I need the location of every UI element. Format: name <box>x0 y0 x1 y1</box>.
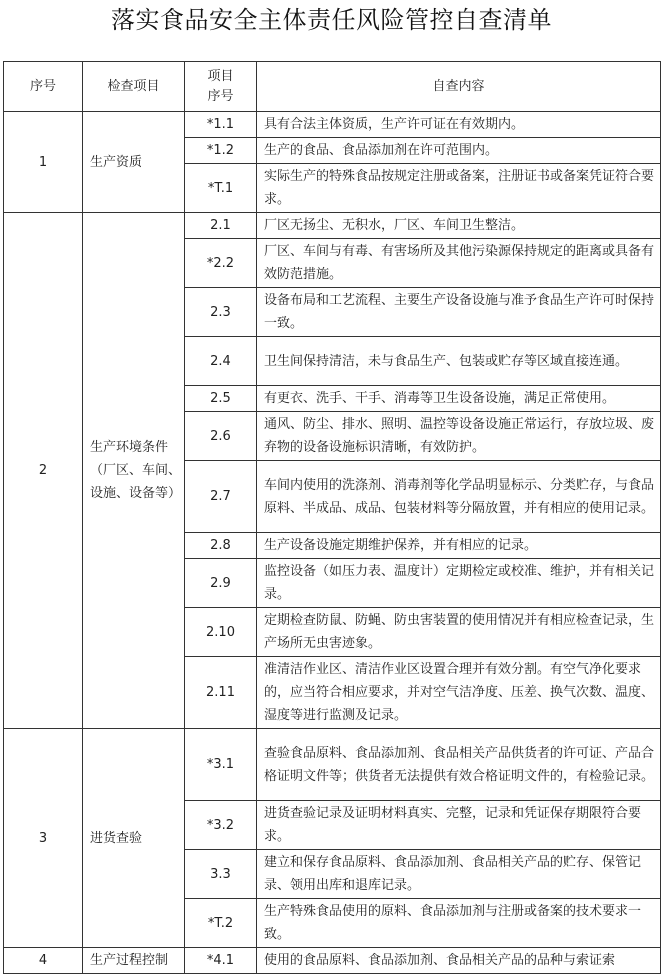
table-row <box>4 948 661 974</box>
row-content: 具有合法主体资质，生产许可证在有效期内。 <box>257 112 661 138</box>
row-content: 有更衣、洗手、干手、消毒等卫生设备设施，满足正常使用。 <box>257 386 661 412</box>
row-code: 2.9 <box>185 559 257 608</box>
row-code: *T.2 <box>185 899 257 948</box>
row-content: 查验食品原料、食品添加剂、食品相关产品供货者的许可证、产品合格证明文件等；供货者无法提供有效合格证明文件的，有检验记录。 <box>257 729 661 801</box>
page-title: 落实食品安全主体责任风险管控自查清单 <box>111 6 552 34</box>
row-code: 2.10 <box>185 608 257 657</box>
row-code: *2.2 <box>185 239 257 288</box>
row-content: 准清洁作业区、清洁作业区设置合理并有效分割。有空气净化要求的，应当符合相应要求，并对空气洁净度、压差、换气次数、温度、湿度等进行监测及记录。 <box>257 657 661 729</box>
row-code: 2.8 <box>185 533 257 559</box>
row-content: 进货查验记录及证明材料真实、完整，记录和凭证保存期限符合要求。 <box>257 801 661 850</box>
group-seq: 3 <box>4 729 83 948</box>
header-subseq <box>185 62 257 112</box>
group-seq: 2 <box>4 213 83 729</box>
header-subseq-line1: 项目 <box>207 68 234 84</box>
header-item: 检查项目 <box>83 62 185 112</box>
table-row <box>4 729 661 801</box>
row-content: 生产的食品、食品添加剂在许可范围内。 <box>257 138 661 164</box>
row-code: 2.3 <box>185 288 257 337</box>
header-row <box>4 62 661 112</box>
row-code: *3.2 <box>185 801 257 850</box>
group-item: 生产资质 <box>83 112 185 213</box>
row-code: 2.4 <box>185 337 257 386</box>
row-content: 生产设备设施定期维护保养，并有相应的记录。 <box>257 533 661 559</box>
row-content: 建立和保存食品原料、食品添加剂、食品相关产品的贮存、保管记录、领用出库和退库记录。 <box>257 850 661 899</box>
checklist-table <box>3 61 661 974</box>
row-code: 3.3 <box>185 850 257 899</box>
row-content: 监控设备（如压力表、温度计）定期检定或校准、维护，并有相关记录。 <box>257 559 661 608</box>
row-code: 2.11 <box>185 657 257 729</box>
row-content: 使用的食品原料、食品添加剂、食品相关产品的品种与索证索 <box>257 948 661 974</box>
row-content: 生产特殊食品使用的原料、食品添加剂与注册或备案的技术要求一致。 <box>257 899 661 948</box>
row-content: 实际生产的特殊食品按规定注册或备案，注册证书或备案凭证符合要求。 <box>257 164 661 213</box>
row-code: *3.1 <box>185 729 257 801</box>
row-content: 设备布局和工艺流程、主要生产设备设施与准予食品生产许可时保持一致。 <box>257 288 661 337</box>
table-row <box>4 213 661 239</box>
group-item: 生产环境条件（厂区、车间、设施、设备等） <box>83 213 185 729</box>
row-content: 卫生间保持清洁，未与食品生产、包装或贮存等区域直接连通。 <box>257 337 661 386</box>
row-code: *1.2 <box>185 138 257 164</box>
row-code: 2.6 <box>185 412 257 461</box>
row-content: 定期检查防鼠、防蝇、防虫害装置的使用情况并有相应检查记录，生产场所无虫害迹象。 <box>257 608 661 657</box>
row-code: 2.5 <box>185 386 257 412</box>
row-code: 2.1 <box>185 213 257 239</box>
header-subseq-line2: 序号 <box>207 88 234 104</box>
row-code: 2.7 <box>185 461 257 533</box>
group-item: 生产过程控制 <box>83 948 185 974</box>
row-content: 厂区无扬尘、无积水，厂区、车间卫生整洁。 <box>257 213 661 239</box>
group-seq: 1 <box>4 112 83 213</box>
row-content: 车间内使用的洗涤剂、消毒剂等化学品明显标示、分类贮存，与食品原料、半成品、成品、包装材料等分隔放置，并有相应的使用记录。 <box>257 461 661 533</box>
row-code: *T.1 <box>185 164 257 213</box>
header-content: 自查内容 <box>257 62 661 112</box>
header-seq: 序号 <box>4 62 83 112</box>
row-content: 厂区、车间与有毒、有害场所及其他污染源保持规定的距离或具备有效防范措施。 <box>257 239 661 288</box>
table-row <box>4 112 661 138</box>
row-code: *1.1 <box>185 112 257 138</box>
row-code: *4.1 <box>185 948 257 974</box>
row-content: 通风、防尘、排水、照明、温控等设备设施正常运行，存放垃圾、废弃物的设备设施标识清晰，有效防护。 <box>257 412 661 461</box>
group-seq: 4 <box>4 948 83 974</box>
group-item: 进货查验 <box>83 729 185 948</box>
